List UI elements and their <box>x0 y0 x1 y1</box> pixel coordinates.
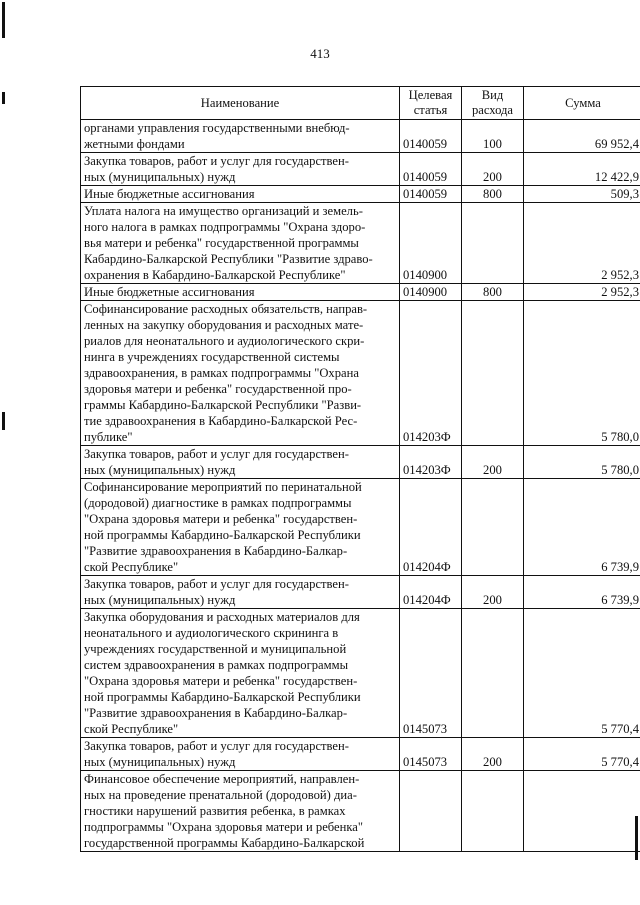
table-row <box>81 301 640 446</box>
row-type-cell <box>462 301 524 446</box>
row-type-cell: 200 <box>462 153 524 186</box>
row-code-cell: 0140059 <box>400 153 462 186</box>
table-row <box>81 576 640 609</box>
table-row <box>81 479 640 576</box>
row-type-cell <box>462 609 524 738</box>
row-name-cell: Закупка товаров, работ и услуг для государствен- ных (муниципальных) нужд <box>81 153 400 186</box>
table-header-row <box>81 87 640 120</box>
row-name-cell: Финансовое обеспечение мероприятий, направлен- ных на проведение пренатальной (дородовой) диа- гностики нарушений развития ребенка, в рамках подпрограммы "Охрана здоровья матери и ребенка" государственной программы Кабардино-Балкарской <box>81 771 400 852</box>
table-row <box>81 153 640 186</box>
header-type: Вид расхода <box>462 87 524 120</box>
table-row <box>81 771 640 852</box>
row-type-cell: 200 <box>462 576 524 609</box>
table-row <box>81 186 640 203</box>
row-sum-cell <box>524 771 640 852</box>
left-margin-mark <box>2 412 5 430</box>
row-sum-cell: 6 739,9 <box>524 479 640 576</box>
row-name-cell: Закупка товаров, работ и услуг для государствен- ных (муниципальных) нужд <box>81 446 400 479</box>
row-code-cell: 0140900 <box>400 284 462 301</box>
header-name: Наименование <box>81 87 400 120</box>
row-sum-cell: 5 780,0 <box>524 446 640 479</box>
row-sum-cell: 69 952,4 <box>524 120 640 153</box>
header-sum: Сумма <box>524 87 640 120</box>
row-code-cell: 0140059 <box>400 120 462 153</box>
row-sum-cell: 2 952,3 <box>524 203 640 284</box>
row-code-cell: 014204Ф <box>400 479 462 576</box>
row-code-cell: 0140900 <box>400 203 462 284</box>
row-sum-cell: 5 770,4 <box>524 609 640 738</box>
row-sum-cell: 509,3 <box>524 186 640 203</box>
row-code-cell <box>400 771 462 852</box>
row-name-cell: Закупка оборудования и расходных материалов для неонатального и аудиологического скрининга в учреждениях государственной и муниципальной систем здравоохранения в рамках подпрограммы "Охрана здоровья матери и ребенка" государствен- ной программы Кабардино-Балкарской Республики "Развитие здравоохранения в Кабардино-Балкар- ской Республике" <box>81 609 400 738</box>
row-name-cell: Уплата налога на имущество организаций и земель- ного налога в рамках подпрограммы "Охрана здоро- вья матери и ребенка" государственной программы Кабардино-Балкарской Республики "Развитие здраво- охранения в Кабардино-Балкарской Республике" <box>81 203 400 284</box>
row-code-cell: 0140059 <box>400 186 462 203</box>
row-sum-cell: 6 739,9 <box>524 576 640 609</box>
row-name-cell: Закупка товаров, работ и услуг для государствен- ных (муниципальных) нужд <box>81 738 400 771</box>
row-type-cell: 200 <box>462 738 524 771</box>
row-code-cell: 0145073 <box>400 738 462 771</box>
table-row <box>81 738 640 771</box>
row-type-cell: 800 <box>462 186 524 203</box>
left-margin-mark <box>2 2 5 38</box>
row-sum-cell: 2 952,3 <box>524 284 640 301</box>
budget-table <box>80 86 640 852</box>
row-type-cell: 800 <box>462 284 524 301</box>
table-row <box>81 203 640 284</box>
row-code-cell: 014203Ф <box>400 446 462 479</box>
row-name-cell: Софинансирование расходных обязательств, направ- ленных на закупку оборудования и расходных мате- риалов для неонатального и аудиологического скри- нинга в учреждениях государственной системы здравоохранения, в рамках подпрограммы "Охрана здоровья матери и ребенка" государственной про- граммы Кабардино-Балкарской Республики "Разви- тие здравоохранения в Кабардино-Балкарской Рес- публике" <box>81 301 400 446</box>
row-type-cell: 100 <box>462 120 524 153</box>
row-code-cell: 014203Ф <box>400 301 462 446</box>
table-row <box>81 284 640 301</box>
row-code-cell: 0145073 <box>400 609 462 738</box>
row-sum-cell: 5 770,4 <box>524 738 640 771</box>
row-sum-cell: 5 780,0 <box>524 301 640 446</box>
row-name-cell: Закупка товаров, работ и услуг для государствен- ных (муниципальных) нужд <box>81 576 400 609</box>
table-row <box>81 446 640 479</box>
row-name-cell: Софинансирование мероприятий по перинатальной (дородовой) диагностике в рамках подпрограммы "Охрана здоровья матери и ребенка" государствен- ной программы Кабардино-Балкарской Республики "Развитие здравоохранения в Кабардино-Балкар- ской Республике" <box>81 479 400 576</box>
row-name-cell: Иные бюджетные ассигнования <box>81 284 400 301</box>
row-code-cell: 014204Ф <box>400 576 462 609</box>
table-body <box>81 120 640 852</box>
page-number: 413 <box>310 46 330 61</box>
header-code: Целевая статья <box>400 87 462 120</box>
row-type-cell <box>462 479 524 576</box>
row-name-cell: Иные бюджетные ассигнования <box>81 186 400 203</box>
table-row <box>81 120 640 153</box>
row-type-cell: 200 <box>462 446 524 479</box>
row-name-cell: органами управления государственными внебюд- жетными фондами <box>81 120 400 153</box>
row-type-cell <box>462 203 524 284</box>
table-row <box>81 609 640 738</box>
row-type-cell <box>462 771 524 852</box>
row-sum-cell: 12 422,9 <box>524 153 640 186</box>
left-margin-mark <box>2 92 5 104</box>
